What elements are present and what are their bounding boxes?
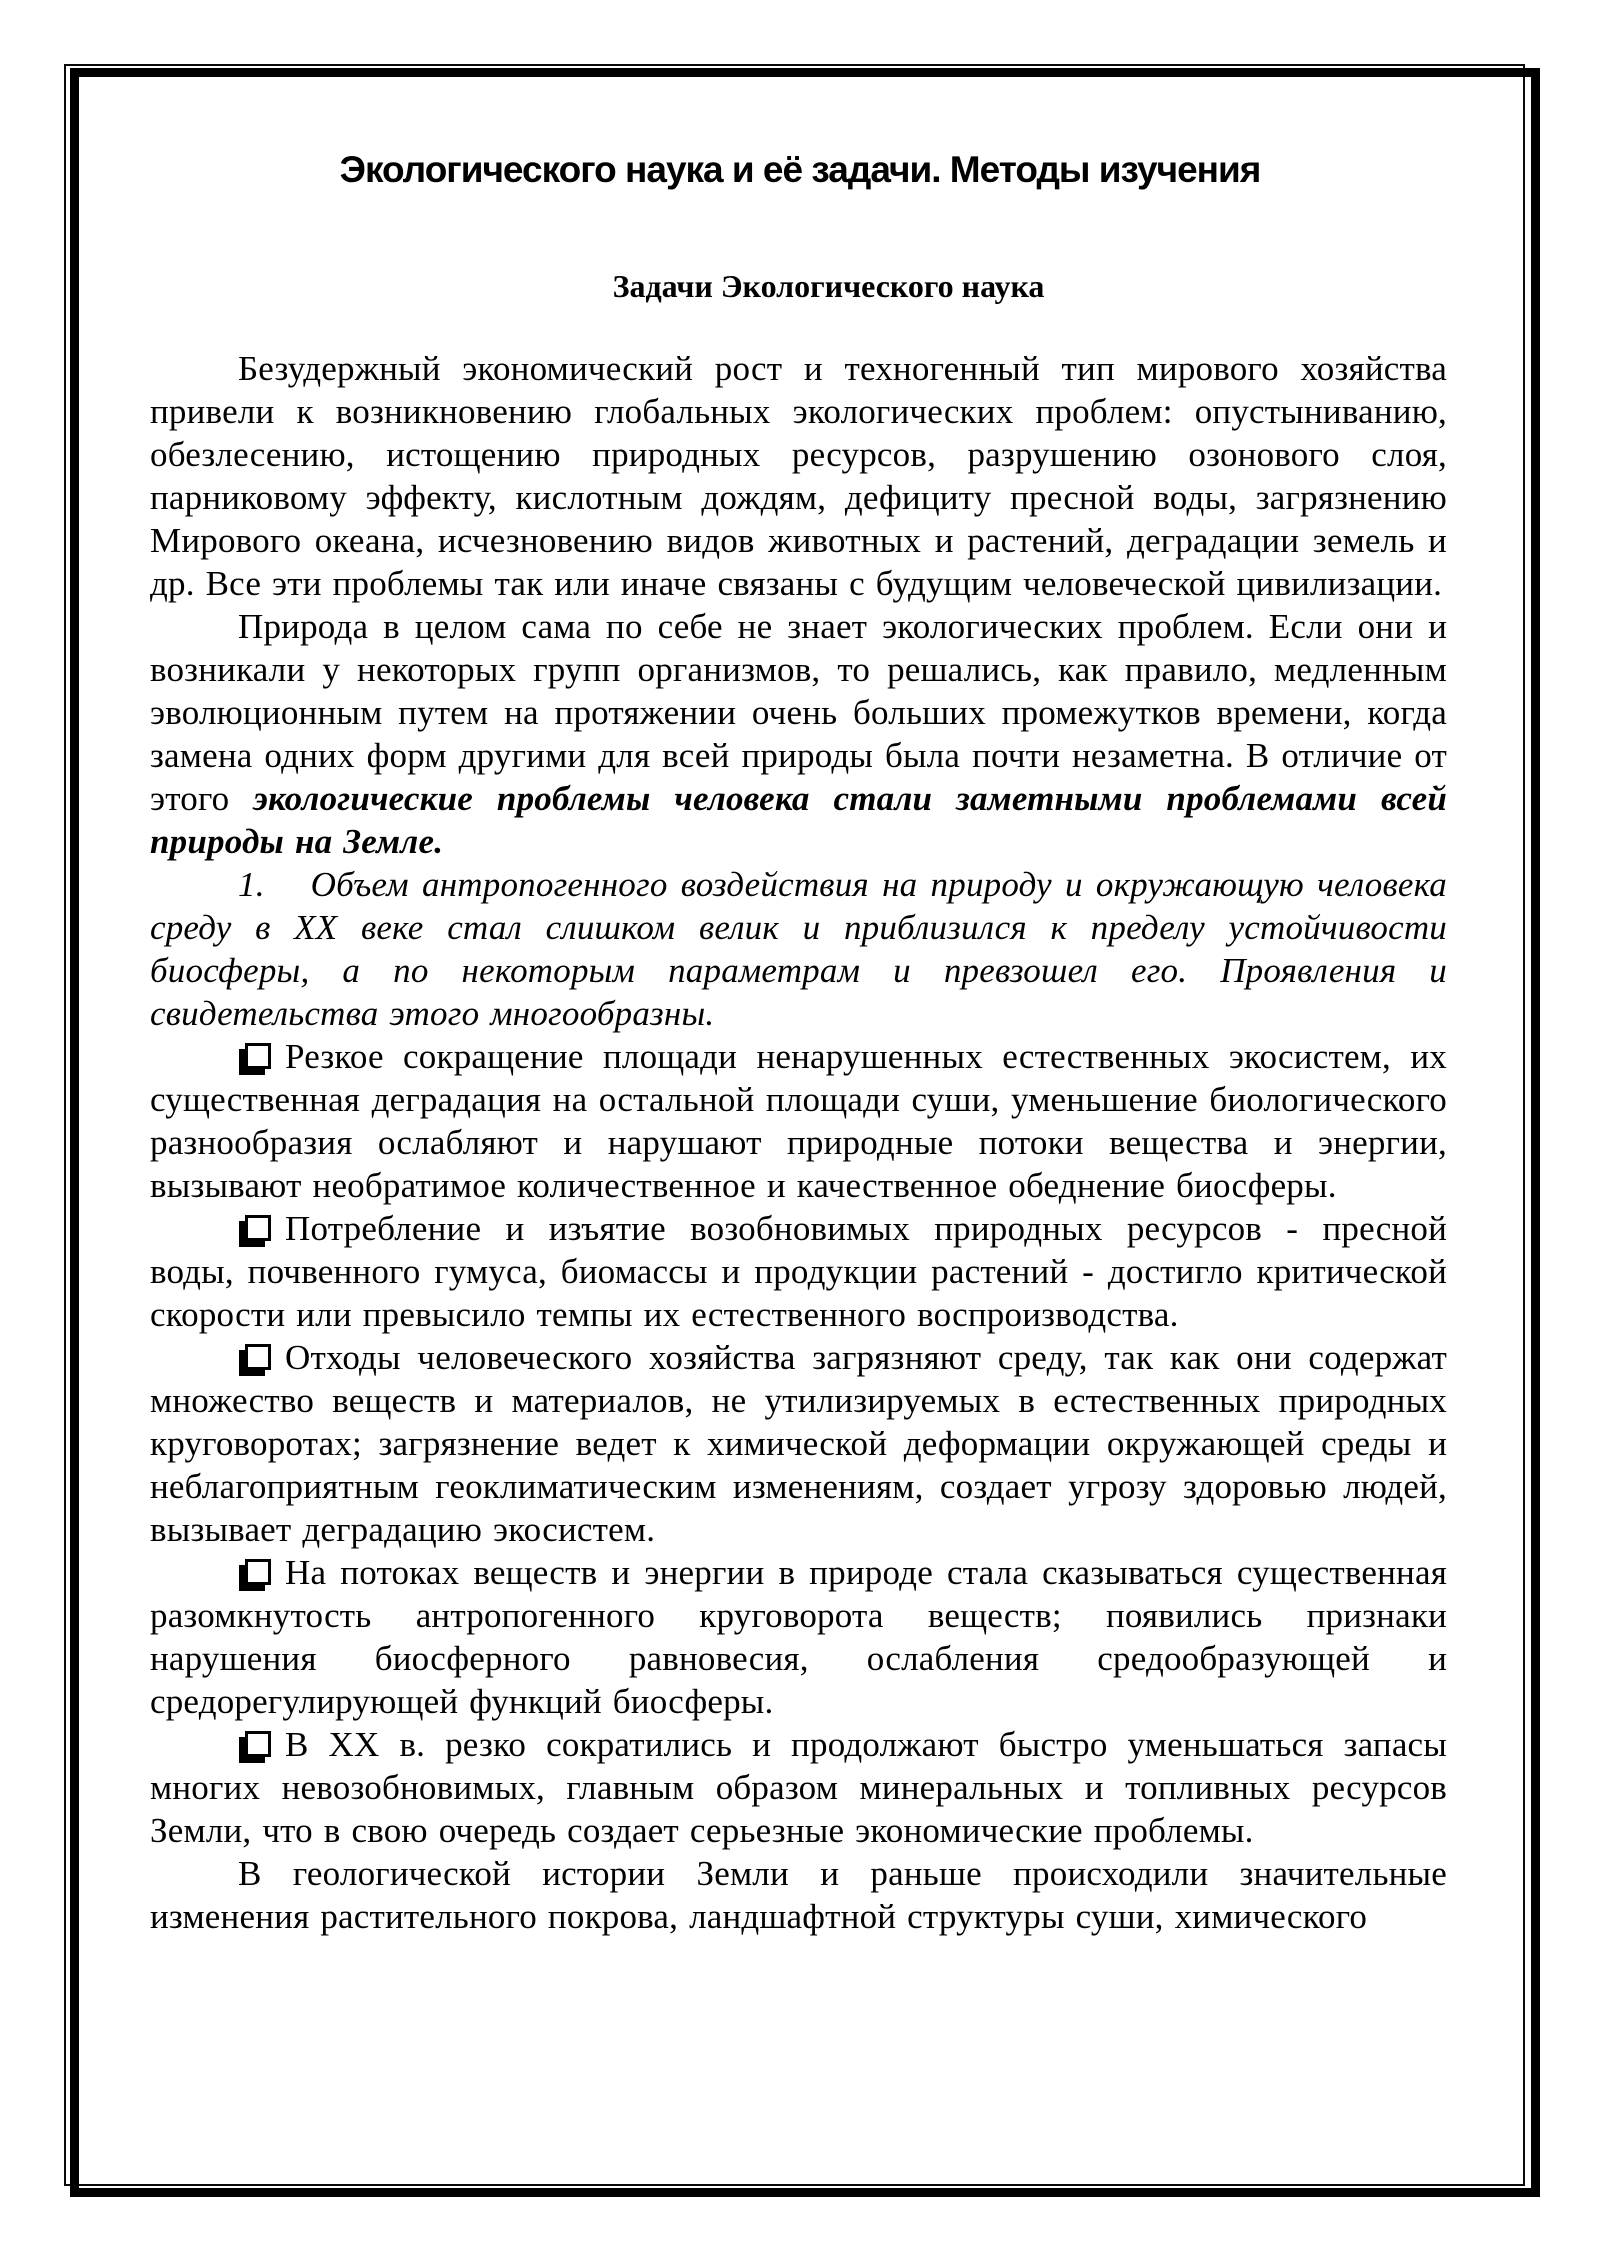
paragraph-nature-text: Природа в целом сама по себе не знает экологических проблем. Если они и возникали у некоторых групп организмов, то решались, как правило, медленным эволюционным путем на протяжении очень больших промежутков времени, когда замена одних форм другими для всей природы была почти незаметна. В отличие от этого: [150, 607, 1447, 818]
bullet-item-waste: [150, 1336, 1447, 1551]
checkbox-bullet-icon: [245, 1731, 271, 1757]
numbered-item-1: [150, 863, 1447, 1035]
paragraph-nature-emphasis: экологические проблемы человека стали заметными проблемами всей природы на Земле.: [150, 779, 1447, 861]
paragraph-nature: [150, 605, 1447, 863]
bullet-item-ecosystems: [150, 1035, 1447, 1207]
bullet-item-reserves-text: В XX в. резко сократились и продолжают быстро уменьшаться запасы многих невозобновимых, главным образом минеральных и топливных ресурсов Земли, что в свою очередь создает серьезные экономические проблемы.: [150, 1725, 1447, 1850]
checkbox-bullet-icon: [245, 1043, 271, 1069]
document-body: [150, 347, 1447, 1938]
paragraph-economic-growth: Безудержный экономический рост и техногенный тип мирового хозяйства привели к возникновению глобальных экологических проблем: опустыниванию, обезлесению, истощению природных ресурсов, разрушению озонового слоя, парниковому эффекту, кислотным дождям, дефициту пресной воды, загрязнению Мирового океана, исчезновению видов животных и растений, деградации земель и др. Все эти проблемы так или иначе связаны с будущим человеческой цивилизации.: [150, 349, 1447, 603]
bullet-item-resources: [150, 1207, 1447, 1336]
numbered-item-1-text: Объем антропогенного воздействия на природу и окружающую человека среду в XX веке стал слишком велик и приблизился к пределу устойчивости биосферы, а по некоторым параметрам и превзошел его. Проявления и свидетельства этого многообразны.: [150, 865, 1447, 1033]
checkbox-bullet-icon: [245, 1344, 271, 1370]
paragraph-geological-history: В геологической истории Земли и раньше происходили значительные изменения растительного покрова, ландшафтной структуры суши, химического: [150, 1854, 1447, 1936]
bullet-item-reserves: [150, 1723, 1447, 1852]
bullet-item-ecosystems-text: Резкое сокращение площади ненарушенных естественных экосистем, их существенная деградация на остальной площади суши, уменьшение биологического разнообразия ослабляют и нарушают природные потоки вещества и энергии, вызывают необратимое количественное и качественное обеднение биосферы.: [150, 1037, 1447, 1205]
bullet-item-waste-text: Отходы человеческого хозяйства загрязняют среду, так как они содержат множество веществ и материалов, не утилизируемых в естественных природных круговоротах; загрязнение ведет к химической деформации окружающей среды и неблагоприятным геоклиматическим изменениям, создает угрозу здоровью людей, вызывает деградацию экосистем.: [150, 1338, 1447, 1549]
numbered-item-1-number: 1.: [238, 865, 265, 904]
checkbox-bullet-icon: [245, 1559, 271, 1585]
section-heading: Задачи Экологического наука: [612, 268, 1045, 304]
checkbox-bullet-icon: [245, 1215, 271, 1241]
bullet-item-flows: [150, 1551, 1447, 1723]
bullet-item-resources-text: Потребление и изъятие возобновимых природных ресурсов - пресной воды, почвенного гумуса, биомассы и продукции растений - достигло критической скорости или превысило темпы их естественного воспроизводства.: [150, 1209, 1447, 1334]
document-title: Экологического наука и её задачи. Методы изучения: [339, 149, 1261, 190]
bullet-item-flows-text: На потоках веществ и энергии в природе стала сказываться существенная разомкнутость антропогенного круговорота веществ; появились признаки нарушения биосферного равновесия, ослабления средообразующей и средорегулирующей функций биосферы.: [150, 1553, 1447, 1721]
